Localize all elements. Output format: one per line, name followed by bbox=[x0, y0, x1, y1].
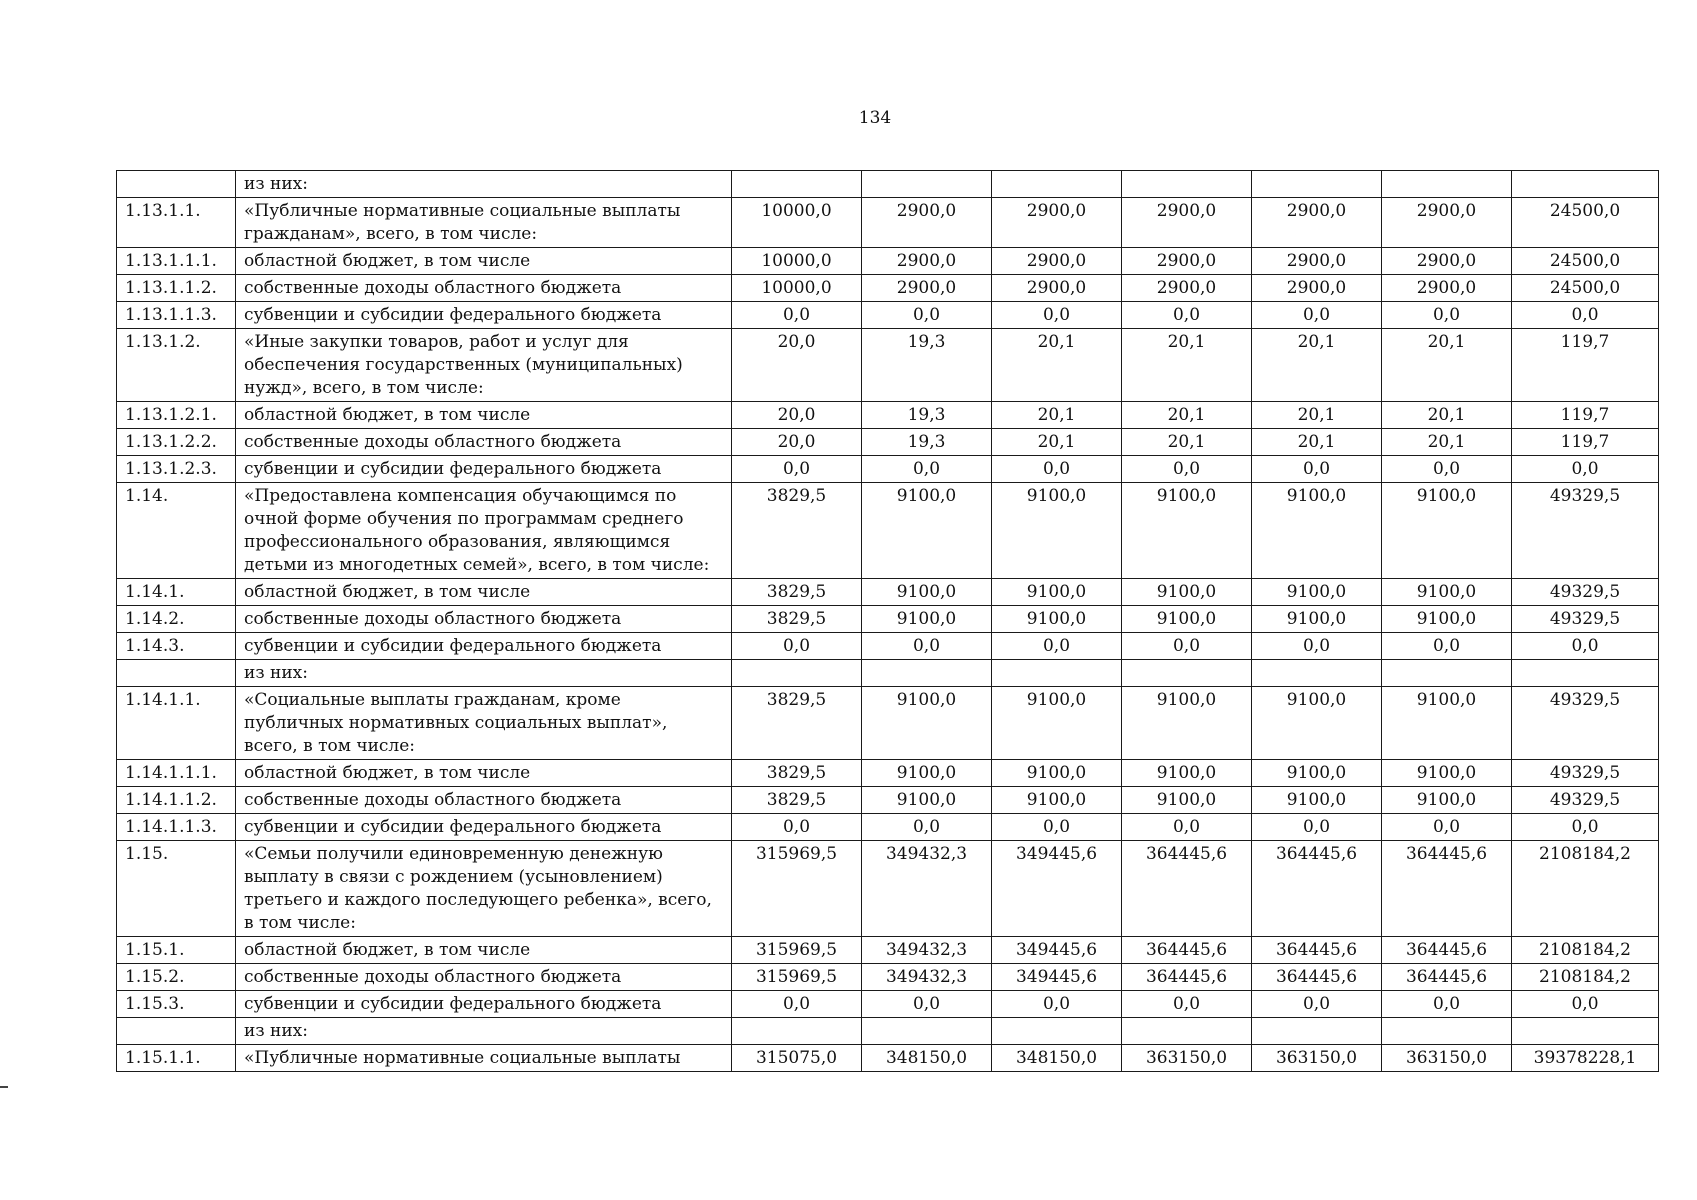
row-year-value: 9100,0 bbox=[1252, 483, 1382, 579]
row-year-value: 20,1 bbox=[1252, 329, 1382, 402]
table-row bbox=[117, 1018, 1659, 1045]
row-total-value: 49329,5 bbox=[1512, 483, 1659, 579]
row-description: областной бюджет, в том числе bbox=[236, 402, 732, 429]
row-year-value: 0,0 bbox=[862, 814, 992, 841]
table-row bbox=[117, 760, 1659, 787]
row-year-value: 364445,6 bbox=[1122, 937, 1252, 964]
row-description: «Предоставлена компенсация обучающимся по очной форме обучения по программам среднего профессионального образования, являющимся детьми из многодетных семей», всего, в том числе: bbox=[236, 483, 732, 579]
table-row bbox=[117, 402, 1659, 429]
row-year-value: 0,0 bbox=[1382, 302, 1512, 329]
row-year-value: 363150,0 bbox=[1382, 1045, 1512, 1072]
row-year-value: 2900,0 bbox=[1382, 275, 1512, 302]
row-code: 1.15.3. bbox=[117, 991, 236, 1018]
row-description: из них: bbox=[236, 660, 732, 687]
row-total-value: 49329,5 bbox=[1512, 606, 1659, 633]
table-row bbox=[117, 991, 1659, 1018]
row-code: 1.13.1.2.1. bbox=[117, 402, 236, 429]
row-year-value: 3829,5 bbox=[732, 483, 862, 579]
row-description: субвенции и субсидии федерального бюджета bbox=[236, 456, 732, 483]
table-row bbox=[117, 1045, 1659, 1072]
row-year-value: 349432,3 bbox=[862, 964, 992, 991]
row-total-value: 24500,0 bbox=[1512, 198, 1659, 248]
row-year-value: 19,3 bbox=[862, 329, 992, 402]
row-year-value: 20,1 bbox=[1252, 402, 1382, 429]
row-code: 1.13.1.1.3. bbox=[117, 302, 236, 329]
row-year-value: 0,0 bbox=[1382, 633, 1512, 660]
row-year-value: 3829,5 bbox=[732, 687, 862, 760]
row-total-value bbox=[1512, 171, 1659, 198]
row-code: 1.15.1. bbox=[117, 937, 236, 964]
table-row bbox=[117, 660, 1659, 687]
row-year-value: 0,0 bbox=[862, 633, 992, 660]
table-row bbox=[117, 579, 1659, 606]
row-year-value: 19,3 bbox=[862, 429, 992, 456]
row-code: 1.14.1.1.3. bbox=[117, 814, 236, 841]
row-year-value: 20,1 bbox=[1122, 329, 1252, 402]
row-year-value bbox=[1382, 660, 1512, 687]
row-description: областной бюджет, в том числе bbox=[236, 937, 732, 964]
row-year-value: 9100,0 bbox=[862, 787, 992, 814]
row-total-value: 49329,5 bbox=[1512, 687, 1659, 760]
row-code: 1.14.2. bbox=[117, 606, 236, 633]
row-description: «Публичные нормативные социальные выплаты гражданам», всего, в том числе: bbox=[236, 198, 732, 248]
row-total-value: 119,7 bbox=[1512, 429, 1659, 456]
row-year-value bbox=[862, 660, 992, 687]
row-year-value: 3829,5 bbox=[732, 760, 862, 787]
row-year-value: 20,1 bbox=[992, 329, 1122, 402]
table-row bbox=[117, 171, 1659, 198]
row-year-value: 20,0 bbox=[732, 429, 862, 456]
row-year-value: 364445,6 bbox=[1382, 937, 1512, 964]
row-year-value bbox=[1122, 660, 1252, 687]
row-year-value: 0,0 bbox=[732, 633, 862, 660]
row-year-value bbox=[1252, 660, 1382, 687]
row-code: 1.13.1.1. bbox=[117, 198, 236, 248]
row-year-value: 20,1 bbox=[1382, 402, 1512, 429]
row-description: субвенции и субсидии федерального бюджета bbox=[236, 302, 732, 329]
row-year-value: 363150,0 bbox=[1252, 1045, 1382, 1072]
row-year-value: 20,1 bbox=[1122, 429, 1252, 456]
row-year-value: 2900,0 bbox=[1252, 198, 1382, 248]
row-year-value: 0,0 bbox=[1382, 814, 1512, 841]
row-year-value: 9100,0 bbox=[992, 787, 1122, 814]
row-year-value: 9100,0 bbox=[1382, 579, 1512, 606]
row-year-value: 20,1 bbox=[992, 429, 1122, 456]
table-row bbox=[117, 302, 1659, 329]
row-year-value: 0,0 bbox=[1252, 302, 1382, 329]
row-year-value: 9100,0 bbox=[1122, 687, 1252, 760]
row-year-value bbox=[1252, 1018, 1382, 1045]
row-year-value bbox=[1122, 1018, 1252, 1045]
row-description: субвенции и субсидии федерального бюджета bbox=[236, 814, 732, 841]
row-year-value: 20,1 bbox=[992, 402, 1122, 429]
row-year-value: 9100,0 bbox=[992, 483, 1122, 579]
row-year-value: 19,3 bbox=[862, 402, 992, 429]
row-year-value: 9100,0 bbox=[1252, 687, 1382, 760]
row-code: 1.13.1.2.3. bbox=[117, 456, 236, 483]
table-row bbox=[117, 687, 1659, 760]
row-year-value: 9100,0 bbox=[992, 579, 1122, 606]
row-code: 1.13.1.2. bbox=[117, 329, 236, 402]
row-year-value: 9100,0 bbox=[1122, 606, 1252, 633]
table-row bbox=[117, 814, 1659, 841]
row-year-value bbox=[732, 1018, 862, 1045]
table-row bbox=[117, 248, 1659, 275]
row-year-value: 2900,0 bbox=[862, 198, 992, 248]
row-year-value: 0,0 bbox=[732, 302, 862, 329]
row-year-value bbox=[732, 660, 862, 687]
row-year-value: 2900,0 bbox=[1252, 275, 1382, 302]
row-year-value: 3829,5 bbox=[732, 606, 862, 633]
row-year-value: 10000,0 bbox=[732, 198, 862, 248]
row-year-value: 364445,6 bbox=[1252, 964, 1382, 991]
row-total-value: 49329,5 bbox=[1512, 787, 1659, 814]
row-description: областной бюджет, в том числе bbox=[236, 760, 732, 787]
row-year-value: 9100,0 bbox=[1122, 483, 1252, 579]
table-row bbox=[117, 429, 1659, 456]
row-total-value: 49329,5 bbox=[1512, 760, 1659, 787]
row-year-value: 349445,6 bbox=[992, 937, 1122, 964]
row-year-value: 9100,0 bbox=[1122, 579, 1252, 606]
row-year-value: 2900,0 bbox=[1122, 275, 1252, 302]
row-total-value: 39378228,1 bbox=[1512, 1045, 1659, 1072]
row-year-value bbox=[1252, 171, 1382, 198]
row-description: собственные доходы областного бюджета bbox=[236, 787, 732, 814]
row-year-value: 363150,0 bbox=[1122, 1045, 1252, 1072]
row-year-value: 0,0 bbox=[1252, 456, 1382, 483]
row-year-value: 9100,0 bbox=[862, 760, 992, 787]
row-description: собственные доходы областного бюджета bbox=[236, 606, 732, 633]
row-year-value: 349432,3 bbox=[862, 937, 992, 964]
table-row bbox=[117, 329, 1659, 402]
row-year-value: 10000,0 bbox=[732, 248, 862, 275]
row-year-value bbox=[1382, 171, 1512, 198]
table-row bbox=[117, 483, 1659, 579]
row-description: из них: bbox=[236, 1018, 732, 1045]
row-year-value: 2900,0 bbox=[1252, 248, 1382, 275]
row-year-value: 0,0 bbox=[992, 456, 1122, 483]
row-year-value: 0,0 bbox=[862, 302, 992, 329]
row-year-value: 9100,0 bbox=[1122, 760, 1252, 787]
row-code: 1.13.1.2.2. bbox=[117, 429, 236, 456]
row-year-value: 364445,6 bbox=[1252, 841, 1382, 937]
row-description: субвенции и субсидии федерального бюджета bbox=[236, 991, 732, 1018]
row-total-value: 0,0 bbox=[1512, 633, 1659, 660]
row-year-value bbox=[862, 171, 992, 198]
row-year-value bbox=[1382, 1018, 1512, 1045]
row-year-value: 0,0 bbox=[992, 633, 1122, 660]
row-year-value: 0,0 bbox=[1122, 633, 1252, 660]
row-total-value bbox=[1512, 1018, 1659, 1045]
row-year-value: 2900,0 bbox=[992, 275, 1122, 302]
row-year-value bbox=[992, 1018, 1122, 1045]
row-code: 1.13.1.1.2. bbox=[117, 275, 236, 302]
row-year-value: 349432,3 bbox=[862, 841, 992, 937]
row-year-value: 2900,0 bbox=[1122, 198, 1252, 248]
row-year-value: 0,0 bbox=[1122, 991, 1252, 1018]
row-code: 1.14.1.1. bbox=[117, 687, 236, 760]
table-row bbox=[117, 841, 1659, 937]
row-code bbox=[117, 660, 236, 687]
row-year-value: 364445,6 bbox=[1382, 841, 1512, 937]
table-row bbox=[117, 198, 1659, 248]
row-year-value: 2900,0 bbox=[1122, 248, 1252, 275]
margin-mark bbox=[0, 1086, 8, 1088]
row-year-value: 9100,0 bbox=[1252, 760, 1382, 787]
row-year-value: 0,0 bbox=[1382, 456, 1512, 483]
row-year-value: 0,0 bbox=[1122, 302, 1252, 329]
row-year-value: 0,0 bbox=[992, 991, 1122, 1018]
row-year-value: 348150,0 bbox=[992, 1045, 1122, 1072]
row-year-value: 2900,0 bbox=[862, 248, 992, 275]
row-year-value: 0,0 bbox=[1122, 814, 1252, 841]
row-year-value: 9100,0 bbox=[1382, 760, 1512, 787]
row-year-value: 20,0 bbox=[732, 329, 862, 402]
row-code bbox=[117, 171, 236, 198]
row-year-value: 2900,0 bbox=[992, 248, 1122, 275]
row-description: «Иные закупки товаров, работ и услуг для обеспечения государственных (муниципальных) нужд», всего, в том числе: bbox=[236, 329, 732, 402]
row-description: областной бюджет, в том числе bbox=[236, 579, 732, 606]
row-total-value: 0,0 bbox=[1512, 814, 1659, 841]
row-year-value: 9100,0 bbox=[862, 687, 992, 760]
row-year-value: 2900,0 bbox=[862, 275, 992, 302]
row-code: 1.14.3. bbox=[117, 633, 236, 660]
row-year-value: 348150,0 bbox=[862, 1045, 992, 1072]
row-year-value: 315969,5 bbox=[732, 964, 862, 991]
row-year-value: 20,1 bbox=[1122, 402, 1252, 429]
row-code: 1.14.1.1.2. bbox=[117, 787, 236, 814]
table-row bbox=[117, 633, 1659, 660]
row-year-value: 9100,0 bbox=[862, 579, 992, 606]
row-description: «Семьи получили единовременную денежную выплату в связи с рождением (усыновлением) третьего и каждого последующего ребенка», всего, в том числе: bbox=[236, 841, 732, 937]
row-year-value: 315969,5 bbox=[732, 841, 862, 937]
row-year-value: 9100,0 bbox=[992, 687, 1122, 760]
row-year-value: 0,0 bbox=[732, 991, 862, 1018]
row-total-value: 2108184,2 bbox=[1512, 964, 1659, 991]
row-total-value: 24500,0 bbox=[1512, 275, 1659, 302]
row-code: 1.14.1. bbox=[117, 579, 236, 606]
row-year-value: 9100,0 bbox=[1382, 787, 1512, 814]
row-year-value: 0,0 bbox=[862, 991, 992, 1018]
row-year-value: 20,1 bbox=[1252, 429, 1382, 456]
row-total-value: 0,0 bbox=[1512, 456, 1659, 483]
row-year-value bbox=[732, 171, 862, 198]
row-total-value: 119,7 bbox=[1512, 402, 1659, 429]
row-total-value: 49329,5 bbox=[1512, 579, 1659, 606]
table-row bbox=[117, 275, 1659, 302]
row-year-value: 0,0 bbox=[1252, 814, 1382, 841]
row-year-value: 3829,5 bbox=[732, 579, 862, 606]
table-row bbox=[117, 964, 1659, 991]
row-description: «Социальные выплаты гражданам, кроме публичных нормативных социальных выплат», всего, в том числе: bbox=[236, 687, 732, 760]
row-code: 1.14. bbox=[117, 483, 236, 579]
row-year-value: 0,0 bbox=[732, 814, 862, 841]
row-code bbox=[117, 1018, 236, 1045]
row-description: областной бюджет, в том числе bbox=[236, 248, 732, 275]
row-year-value: 0,0 bbox=[732, 456, 862, 483]
row-year-value bbox=[1122, 171, 1252, 198]
row-year-value: 9100,0 bbox=[992, 606, 1122, 633]
row-total-value: 2108184,2 bbox=[1512, 937, 1659, 964]
row-year-value: 3829,5 bbox=[732, 787, 862, 814]
row-code: 1.15. bbox=[117, 841, 236, 937]
row-year-value: 9100,0 bbox=[1382, 687, 1512, 760]
page-number: 134 bbox=[858, 108, 892, 128]
row-year-value: 364445,6 bbox=[1122, 841, 1252, 937]
row-year-value: 9100,0 bbox=[992, 760, 1122, 787]
row-description: собственные доходы областного бюджета bbox=[236, 275, 732, 302]
row-year-value: 0,0 bbox=[1122, 456, 1252, 483]
row-year-value: 349445,6 bbox=[992, 841, 1122, 937]
table-body bbox=[117, 171, 1659, 1072]
row-year-value: 20,1 bbox=[1382, 329, 1512, 402]
row-year-value: 9100,0 bbox=[1252, 787, 1382, 814]
row-year-value: 0,0 bbox=[862, 456, 992, 483]
row-description: из них: bbox=[236, 171, 732, 198]
row-year-value: 364445,6 bbox=[1122, 964, 1252, 991]
row-year-value: 0,0 bbox=[1382, 991, 1512, 1018]
row-year-value: 364445,6 bbox=[1252, 937, 1382, 964]
row-total-value: 2108184,2 bbox=[1512, 841, 1659, 937]
row-year-value bbox=[992, 171, 1122, 198]
budget-table bbox=[116, 170, 1659, 1072]
row-description: «Публичные нормативные социальные выплаты bbox=[236, 1045, 732, 1072]
table-row bbox=[117, 787, 1659, 814]
row-year-value: 9100,0 bbox=[1252, 579, 1382, 606]
row-code: 1.14.1.1.1. bbox=[117, 760, 236, 787]
row-year-value: 9100,0 bbox=[1122, 787, 1252, 814]
row-year-value: 9100,0 bbox=[862, 483, 992, 579]
table-row bbox=[117, 606, 1659, 633]
row-year-value: 2900,0 bbox=[1382, 248, 1512, 275]
row-year-value: 349445,6 bbox=[992, 964, 1122, 991]
row-year-value bbox=[992, 660, 1122, 687]
row-description: собственные доходы областного бюджета bbox=[236, 964, 732, 991]
row-year-value: 315969,5 bbox=[732, 937, 862, 964]
row-total-value bbox=[1512, 660, 1659, 687]
row-year-value: 2900,0 bbox=[1382, 198, 1512, 248]
row-total-value: 24500,0 bbox=[1512, 248, 1659, 275]
row-year-value: 2900,0 bbox=[992, 198, 1122, 248]
row-total-value: 0,0 bbox=[1512, 991, 1659, 1018]
row-year-value: 10000,0 bbox=[732, 275, 862, 302]
row-description: субвенции и субсидии федерального бюджета bbox=[236, 633, 732, 660]
row-year-value: 9100,0 bbox=[1382, 483, 1512, 579]
row-total-value: 119,7 bbox=[1512, 329, 1659, 402]
row-year-value: 0,0 bbox=[1252, 633, 1382, 660]
row-year-value: 9100,0 bbox=[862, 606, 992, 633]
table-row bbox=[117, 456, 1659, 483]
row-year-value: 315075,0 bbox=[732, 1045, 862, 1072]
row-code: 1.13.1.1.1. bbox=[117, 248, 236, 275]
row-code: 1.15.2. bbox=[117, 964, 236, 991]
row-code: 1.15.1.1. bbox=[117, 1045, 236, 1072]
row-year-value: 20,1 bbox=[1382, 429, 1512, 456]
row-year-value bbox=[862, 1018, 992, 1045]
table-row bbox=[117, 937, 1659, 964]
row-year-value: 9100,0 bbox=[1252, 606, 1382, 633]
row-year-value: 0,0 bbox=[992, 302, 1122, 329]
row-description: собственные доходы областного бюджета bbox=[236, 429, 732, 456]
row-year-value: 20,0 bbox=[732, 402, 862, 429]
row-year-value: 0,0 bbox=[1252, 991, 1382, 1018]
row-year-value: 364445,6 bbox=[1382, 964, 1512, 991]
row-total-value: 0,0 bbox=[1512, 302, 1659, 329]
row-year-value: 0,0 bbox=[992, 814, 1122, 841]
row-year-value: 9100,0 bbox=[1382, 606, 1512, 633]
